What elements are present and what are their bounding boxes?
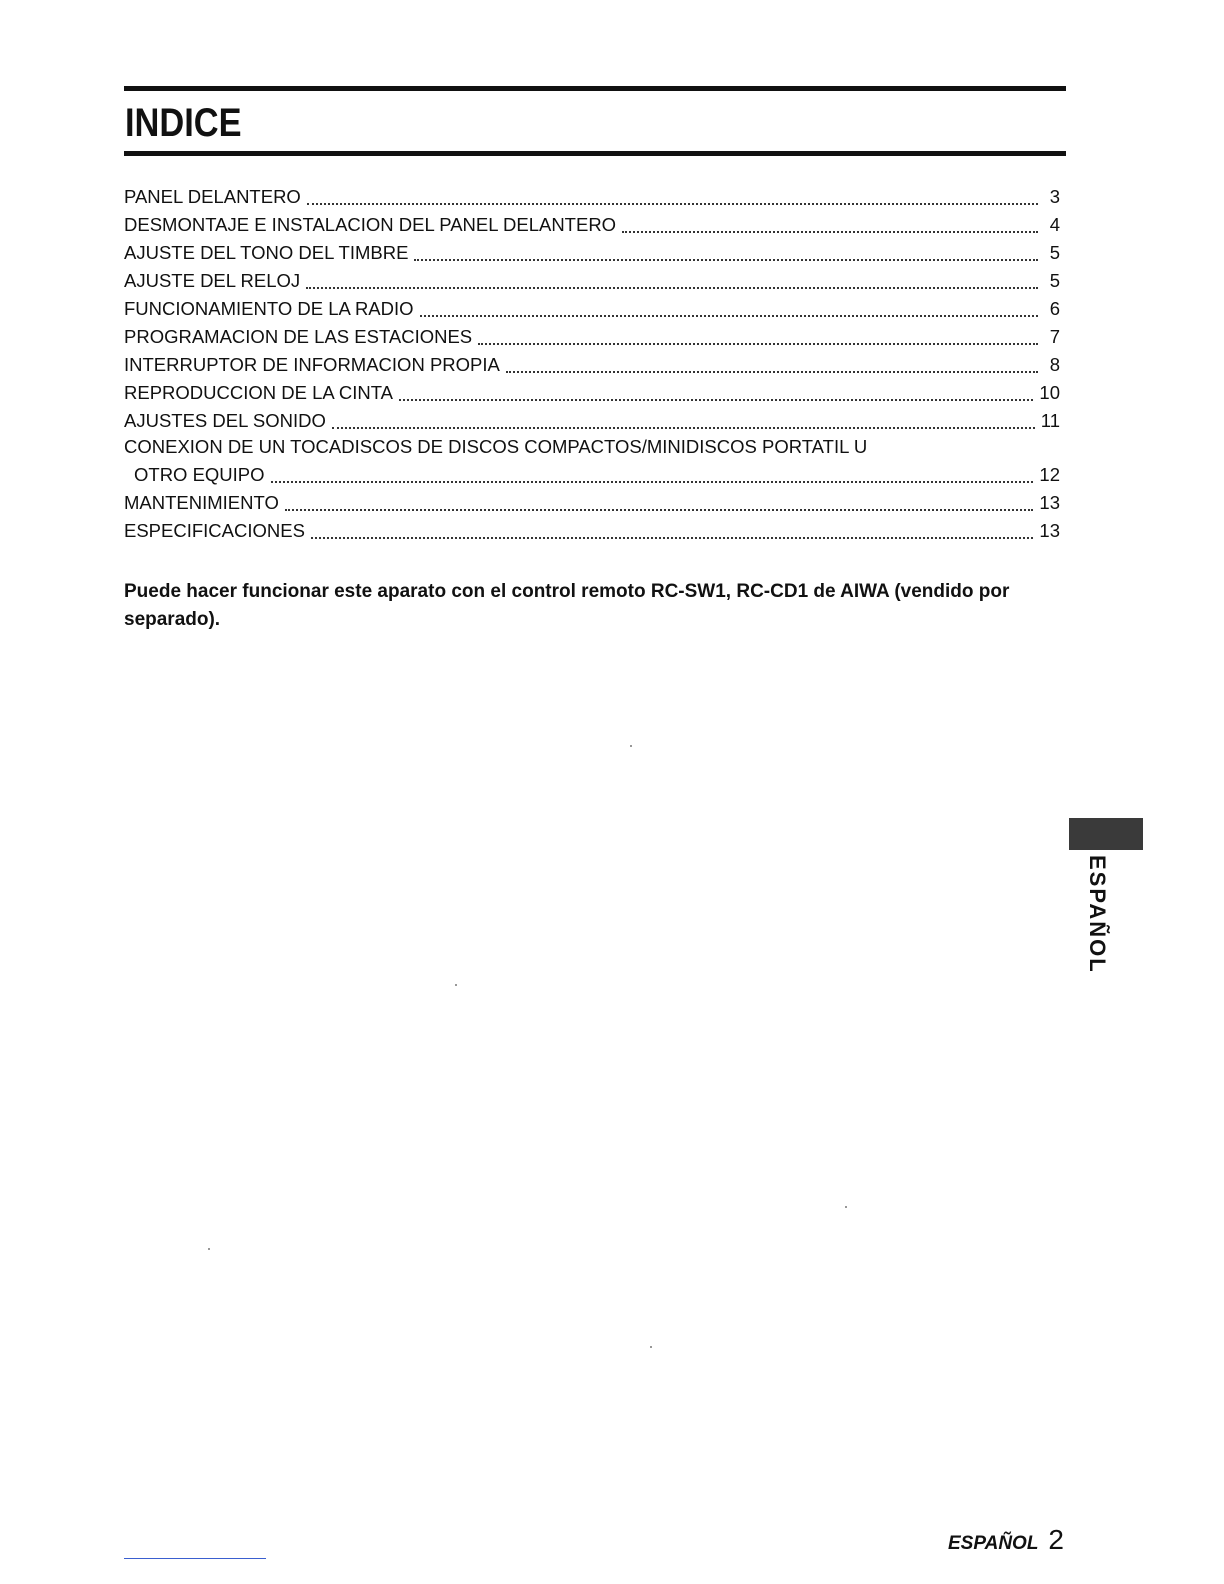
- toc-entry-label: REPRODUCCION DE LA CINTA: [124, 381, 393, 403]
- toc-entry: [124, 294, 1060, 322]
- footer-language: ESPAÑOL: [947, 1533, 1039, 1554]
- toc-page-number: 6: [1049, 297, 1060, 319]
- toc-entry: [124, 378, 1060, 406]
- toc-page-number: 13: [1039, 492, 1060, 513]
- toc-entry-label: AJUSTE DEL RELOJ: [124, 269, 301, 291]
- toc-entry-label: FUNCIONAMIENTO DE LA RADIO: [124, 297, 414, 319]
- toc-entry-label: ESPECIFICACIONES: [124, 520, 305, 541]
- toc-dot-leader: [307, 184, 1038, 205]
- toc-dot-leader: [478, 324, 1038, 345]
- bottom-link-line: [124, 1558, 266, 1559]
- toc-entry-label: INTERRUPTOR DE INFORMACION PROPIA: [124, 353, 500, 375]
- title-bottom-rule: [124, 151, 1066, 156]
- toc-entry-label: PROGRAMACION DE LAS ESTACIONES: [124, 325, 473, 347]
- toc-page-number: 4: [1049, 213, 1060, 235]
- title-top-rule: [124, 86, 1066, 91]
- toc-page-number: 10: [1039, 381, 1060, 403]
- toc-page-number: 5: [1049, 269, 1060, 291]
- scan-speck: [208, 1248, 210, 1250]
- toc-entry: [124, 350, 1060, 378]
- toc-dot-leader: [311, 519, 1033, 540]
- toc-entry: [124, 266, 1060, 294]
- toc-page-number: 13: [1039, 520, 1060, 541]
- footer-page-number: 2: [1048, 1524, 1064, 1555]
- page-title: INDICE: [125, 101, 242, 145]
- toc-entry: [124, 322, 1060, 350]
- toc-line: [124, 517, 1060, 545]
- toc-entry-label: MANTENIMIENTO: [124, 492, 279, 513]
- scan-speck: [845, 1206, 847, 1208]
- toc-entry: [124, 210, 1060, 238]
- language-tab-marker: [1069, 818, 1143, 850]
- scan-speck: [630, 745, 632, 747]
- toc-dot-leader: [285, 491, 1034, 512]
- toc-entry-label: DESMONTAJE E INSTALACION DEL PANEL DELANTERO: [124, 213, 617, 235]
- toc-line: [124, 210, 1060, 238]
- toc-dot-leader: [622, 212, 1038, 233]
- toc-line: [124, 489, 1060, 517]
- scan-speck: [455, 984, 457, 986]
- toc-entry: [124, 434, 1060, 489]
- toc-page-number: 3: [1049, 185, 1060, 207]
- toc-entry-label: OTRO EQUIPO: [134, 464, 265, 485]
- toc-line: [124, 461, 1060, 489]
- toc-line: [124, 350, 1060, 378]
- toc-page-number: 12: [1039, 464, 1060, 485]
- toc-dot-leader: [506, 352, 1038, 373]
- toc-line: [124, 182, 1060, 210]
- remote-control-notice: Puede hacer funcionar este aparato con el control remoto RC-SW1, RC-CD1 de AIWA (vendido por separado).: [124, 581, 1010, 630]
- toc-page-number: 11: [1040, 409, 1060, 431]
- table-of-contents: [124, 182, 1060, 545]
- toc-entry: [124, 517, 1060, 545]
- toc-dot-leader: [420, 296, 1038, 317]
- toc-line: [124, 266, 1060, 294]
- toc-line: [124, 294, 1060, 322]
- toc-dot-leader: [306, 268, 1038, 289]
- toc-page-number: 5: [1049, 241, 1060, 263]
- toc-line: [124, 434, 1060, 461]
- toc-entry-label: AJUSTE DEL TONO DEL TIMBRE: [124, 241, 409, 263]
- toc-line: [124, 406, 1060, 434]
- scan-speck: [650, 1346, 652, 1348]
- toc-entry: [124, 406, 1060, 434]
- toc-dot-leader: [332, 408, 1035, 429]
- toc-line: [124, 322, 1060, 350]
- toc-page-number: 8: [1049, 353, 1060, 375]
- toc-entry-label: AJUSTES DEL SONIDO: [124, 409, 326, 431]
- toc-entry: [124, 238, 1060, 266]
- toc-dot-leader: [399, 380, 1033, 401]
- page-footer: [948, 1524, 1064, 1556]
- toc-line: [124, 238, 1060, 266]
- toc-line: [124, 378, 1060, 406]
- toc-dot-leader: [414, 240, 1038, 261]
- toc-entry: [124, 489, 1060, 517]
- language-side-label: ESPAÑOL: [1085, 855, 1110, 974]
- toc-entry-label: CONEXION DE UN TOCADISCOS DE DISCOS COMPACTOS/MINIDISCOS PORTATIL U: [124, 436, 868, 457]
- toc-page-number: 7: [1049, 325, 1060, 347]
- toc-entry-label: PANEL DELANTERO: [124, 185, 301, 207]
- toc-dot-leader: [271, 463, 1034, 484]
- toc-entry: [124, 182, 1060, 210]
